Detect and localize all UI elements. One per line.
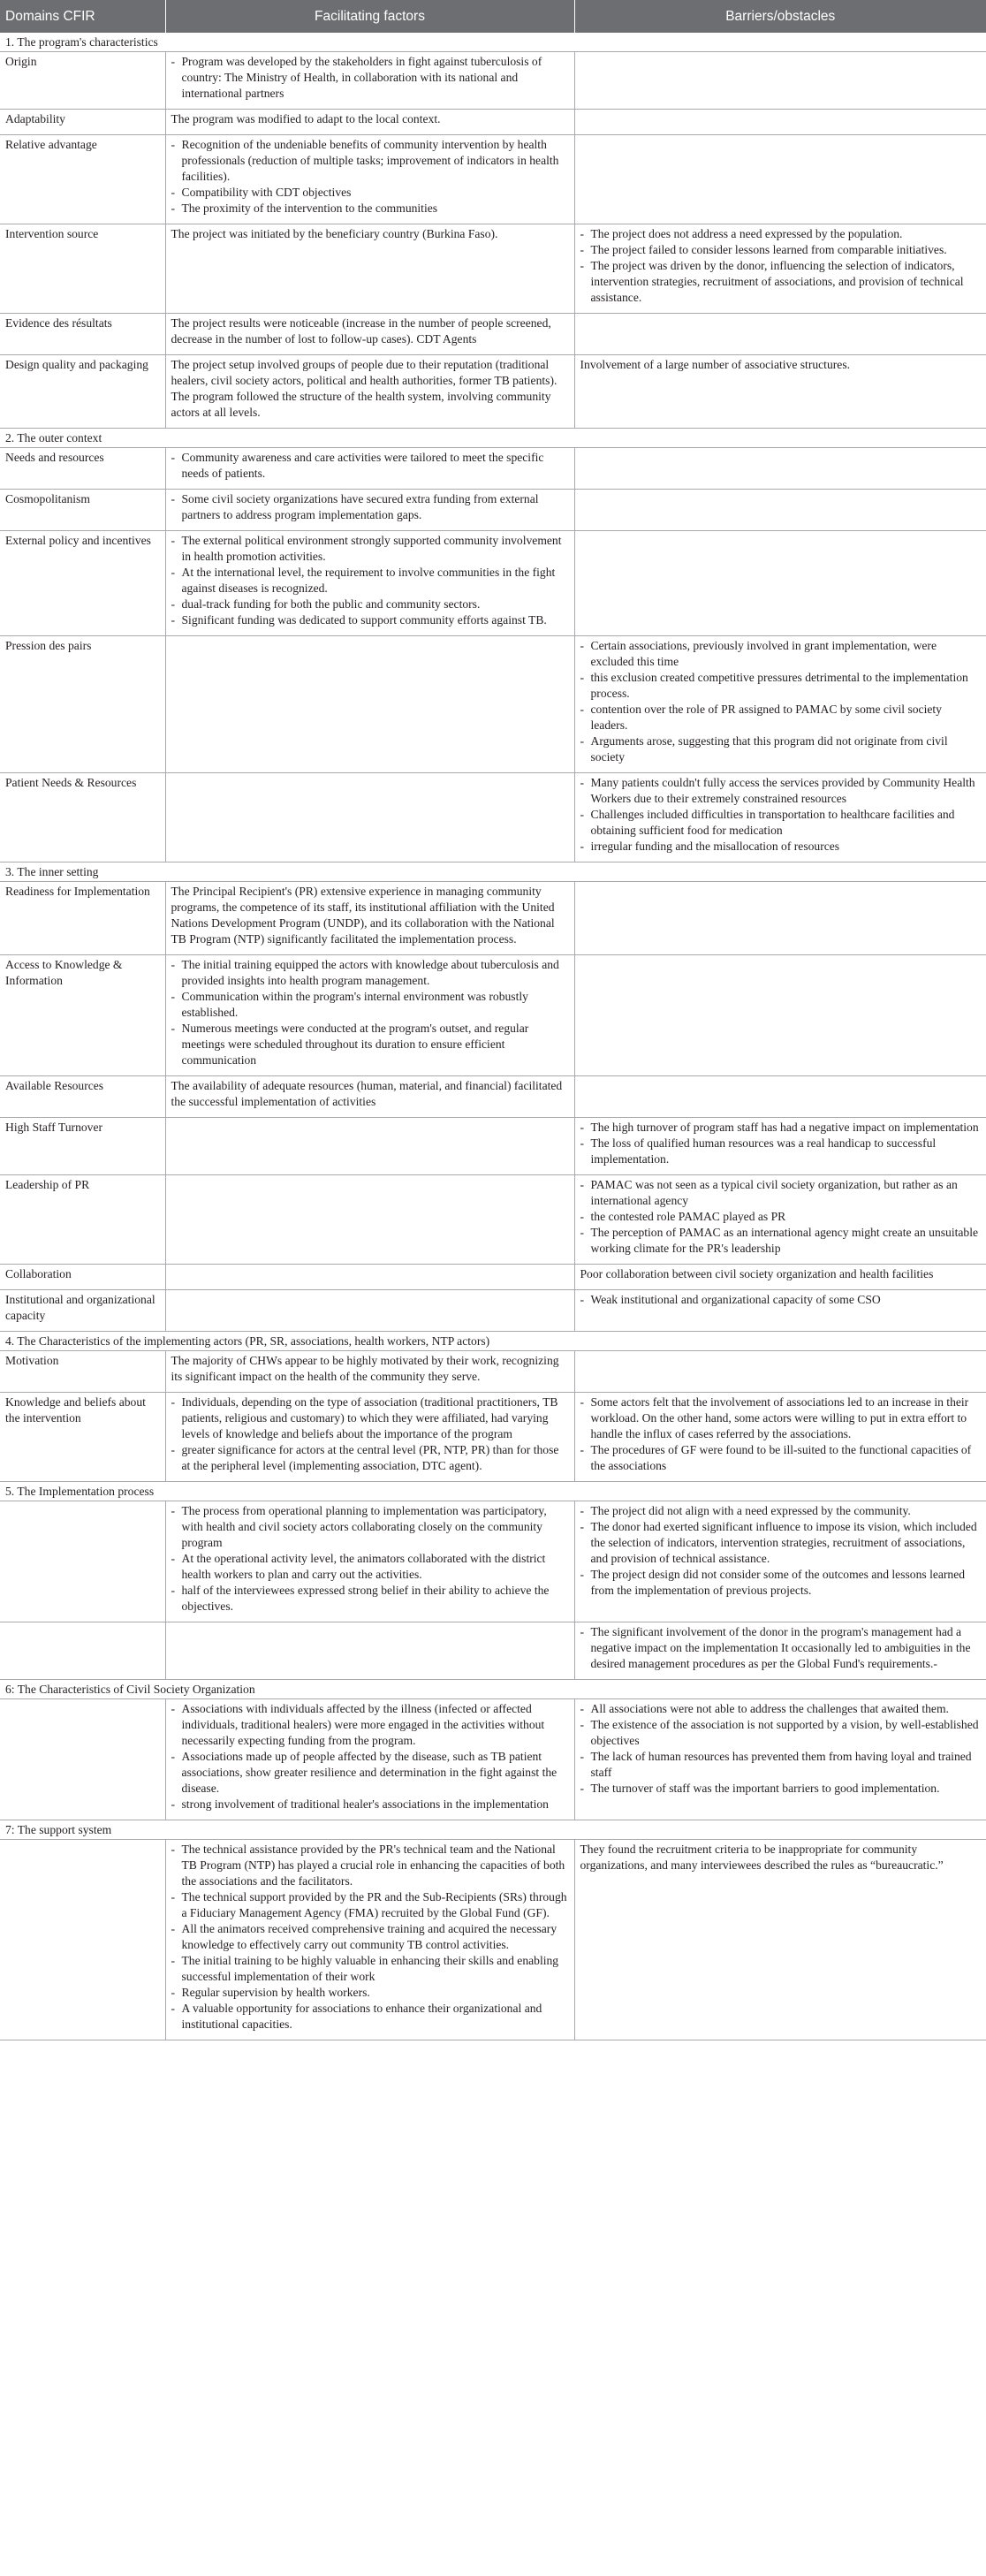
domain-cell: Institutional and organizational capacity [0,1290,165,1332]
table-row [0,1076,986,1118]
domain-cell: Adaptability [0,110,165,135]
bullet-list [580,1177,982,1257]
cell-text: The availability of adequate resources (human, material, and financial) facilitated the successful implementation of activities [171,1079,563,1108]
bullet-list [580,1292,982,1308]
bullet-item: - The high turnover of program staff has had a negative impact on implementation [580,1120,982,1136]
bullet-list [580,1624,982,1672]
bullet-item: - greater significance for actors at the central level (PR, NTP, PR) than for those at the peripheral level (implementing association, DTC agent). [171,1442,569,1474]
facilitating-cell [165,1118,574,1175]
facilitating-cell [165,531,574,636]
bullet-item: - The initial training equipped the actors with knowledge about tuberculosis and provided insights into health program management. [171,957,569,989]
bullet-item: - The procedures of GF were found to be ill-suited to the functional capacities of the associations [580,1442,982,1474]
domain-cell: Readiness for Implementation [0,882,165,955]
bullet-item: - PAMAC was not seen as a typical civil society organization, but rather as an international agency [580,1177,982,1209]
barriers-cell [574,448,986,490]
facilitating-cell [165,1076,574,1118]
bullet-list [580,1701,982,1797]
table-row [0,490,986,531]
bullet-item: - Associations made up of people affected by the disease, such as TB patient associations, show greater resilience and determination in the fight against the disease. [171,1749,569,1797]
bullet-item: - The donor had exerted significant influence to impose its vision, which included the selection of indicators, intervention strategies, recruitment of associations, and provision of technical assistance. [580,1519,982,1567]
facilitating-cell [165,1290,574,1332]
domain-cell: Available Resources [0,1076,165,1118]
domain-cell: Design quality and packaging [0,355,165,429]
barriers-cell [574,636,986,773]
bullet-item: - Weak institutional and organizational capacity of some CSO [580,1292,982,1308]
domain-cell [0,1622,165,1680]
section-row [0,862,986,882]
cell-text: Poor collaboration between civil society organization and health facilities [580,1267,934,1280]
cell-text: The project was initiated by the beneficiary country (Burkina Faso). [171,227,498,240]
table-row [0,1840,986,2040]
barriers-cell [574,1699,986,1820]
table-row [0,955,986,1076]
table-row [0,1175,986,1265]
table-row [0,448,986,490]
bullet-item: - Compatibility with CDT objectives [171,185,569,201]
barriers-cell [574,52,986,110]
table-row [0,531,986,636]
domain-cell: Leadership of PR [0,1175,165,1265]
section-row [0,1680,986,1699]
table-body [0,33,986,2040]
table-row [0,1393,986,1482]
barriers-cell [574,531,986,636]
barriers-cell [574,1265,986,1290]
domain-cell: Evidence des résultats [0,314,165,355]
facilitating-cell [165,135,574,224]
table-row [0,1290,986,1332]
domain-cell [0,1699,165,1820]
bullet-item: - the contested role PAMAC played as PR [580,1209,982,1225]
facilitating-cell [165,314,574,355]
domain-cell: Origin [0,52,165,110]
table-header [0,0,986,33]
bullet-list [580,1503,982,1599]
section-title: 4. The Characteristics of the implementing actors (PR, SR, associations, health workers, NTP actors) [0,1332,986,1351]
facilitating-cell [165,1393,574,1482]
facilitating-cell [165,448,574,490]
bullet-item: - Associations with individuals affected by the illness (infected or affected individuals, traditional healers) were more engaged in the activities without necessarily expecting funding from the program. [171,1701,569,1749]
facilitating-cell [165,636,574,773]
bullet-item: - dual-track funding for both the public and community sectors. [171,597,569,612]
domain-cell: Pression des pairs [0,636,165,773]
barriers-cell [574,355,986,429]
bullet-item: - this exclusion created competitive pressures detrimental to the implementation process. [580,670,982,702]
bullet-item: - strong involvement of traditional healer's associations in the implementation [171,1797,569,1812]
table-row [0,1265,986,1290]
table-row [0,1622,986,1680]
bullet-item: - Some actors felt that the involvement of associations led to an increase in their workload. On the other hand, some actors were willing to put in extra effort to handle the influx of cases referred by the associations. [580,1394,982,1442]
bullet-list [171,1503,569,1615]
bullet-list [171,957,569,1068]
cell-text: Involvement of a large number of associative structures. [580,358,851,371]
barriers-cell [574,1840,986,2040]
table-row [0,636,986,773]
table-row [0,52,986,110]
bullet-item: - Arguments arose, suggesting that this program did not originate from civil society [580,733,982,765]
cell-text: The program was modified to adapt to the local context. [171,112,441,125]
facilitating-cell [165,955,574,1076]
bullet-item: - The project design did not consider some of the outcomes and lessons learned from the implementation of previous projects. [580,1567,982,1599]
bullet-item: - The project did not align with a need expressed by the community. [580,1503,982,1519]
barriers-cell [574,773,986,862]
bullet-item: - A valuable opportunity for associations to enhance their organizational and institutional capacities. [171,2001,569,2033]
section-title: 6: The Characteristics of Civil Society Organization [0,1680,986,1699]
bullet-item: - At the operational activity level, the animators collaborated with the district health workers to plan and carry out the activities. [171,1551,569,1583]
header-barriers: Barriers/obstacles [574,0,986,33]
barriers-cell [574,955,986,1076]
bullet-list [580,1394,982,1474]
bullet-item: - Program was developed by the stakeholders in fight against tuberculosis of country: The Ministry of Health, in collaboration with its national and international partners [171,54,569,102]
table-row [0,882,986,955]
barriers-cell [574,110,986,135]
bullet-list [580,775,982,855]
domain-cell: High Staff Turnover [0,1118,165,1175]
bullet-item: - Some civil society organizations have secured extra funding from external partners to address program implementation gaps. [171,491,569,523]
facilitating-cell [165,52,574,110]
facilitating-cell [165,355,574,429]
bullet-item: - Significant funding was dedicated to support community efforts against TB. [171,612,569,628]
barriers-cell [574,224,986,314]
bullet-item: - The external political environment strongly supported community involvement in health promotion activities. [171,533,569,565]
section-row [0,1482,986,1501]
domain-cell: Patient Needs & Resources [0,773,165,862]
bullet-list [171,1701,569,1812]
barriers-cell [574,882,986,955]
bullet-item: - Individuals, depending on the type of association (traditional practitioners, TB patients, religious and customary) to which they were affiliated, had varying levels of knowledge and beliefs about the importance of the program [171,1394,569,1442]
bullet-item: - The proximity of the intervention to the communities [171,201,569,217]
bullet-item: - Community awareness and care activities were tailored to meet the specific needs of patients. [171,450,569,482]
bullet-item: - half of the interviewees expressed strong belief in their ability to achieve the objectives. [171,1583,569,1615]
bullet-item: - The significant involvement of the donor in the program's management had a negative impact on the implementation It occasionally led to ambiguities in the desired management procedures as per the Global Fund's requirements.- [580,1624,982,1672]
domain-cell [0,1501,165,1622]
barriers-cell [574,1351,986,1393]
domain-cell: Relative advantage [0,135,165,224]
bullet-item: - Regular supervision by health workers. [171,1985,569,2001]
facilitating-cell [165,1699,574,1820]
facilitating-cell [165,1175,574,1265]
facilitating-cell [165,773,574,862]
bullet-item: - Certain associations, previously involved in grant implementation, were excluded this time [580,638,982,670]
barriers-cell [574,1076,986,1118]
table-row [0,1351,986,1393]
bullet-item: - The project was driven by the donor, influencing the selection of indicators, intervention strategies, recruitment of associations, and provision of technical assistance. [580,258,982,306]
section-title: 2. The outer context [0,429,986,448]
bullet-item: - The initial training to be highly valuable in enhancing their skills and enabling successful implementation of their work [171,1953,569,1985]
table-row [0,355,986,429]
barriers-cell [574,1290,986,1332]
bullet-item: - The technical support provided by the PR and the Sub-Recipients (SRs) through a Fiduciary Management Agency (FMA) recruited by the Global Fund (GF). [171,1889,569,1921]
cell-text: The project setup involved groups of people due to their reputation (traditional healers, civil society actors, political and health authorities, former TB patients). The program followed the structure of the health system, involving community actors at all levels. [171,358,557,419]
bullet-list [171,54,569,102]
barriers-cell [574,1501,986,1622]
facilitating-cell [165,1622,574,1680]
domain-cell: External policy and incentives [0,531,165,636]
facilitating-cell [165,110,574,135]
bullet-item: - The loss of qualified human resources was a real handicap to successful implementation. [580,1136,982,1167]
section-row [0,429,986,448]
bullet-item: - The project failed to consider lessons learned from comparable initiatives. [580,242,982,258]
table-row [0,1501,986,1622]
bullet-item: - Challenges included difficulties in transportation to healthcare facilities and obtaining sufficient food for medication [580,807,982,839]
bullet-item: - Recognition of the undeniable benefits of community intervention by health professionals (reduction of multiple tasks; improvement of indicators in health facilities). [171,137,569,185]
domain-cell: Intervention source [0,224,165,314]
facilitating-cell [165,1351,574,1393]
section-row [0,1332,986,1351]
bullet-list [171,1842,569,2033]
bullet-item: - irregular funding and the misallocation of resources [580,839,982,855]
bullet-item: - Communication within the program's internal environment was robustly established. [171,989,569,1021]
facilitating-cell [165,1265,574,1290]
bullet-item: - The lack of human resources has prevented them from having loyal and trained staff [580,1749,982,1781]
bullet-item: - Numerous meetings were conducted at the program's outset, and regular meetings were scheduled throughout its duration to ensure efficient communication [171,1021,569,1068]
table-row [0,1699,986,1820]
domain-cell [0,1840,165,2040]
domain-cell: Collaboration [0,1265,165,1290]
section-title: 5. The Implementation process [0,1482,986,1501]
section-title: 3. The inner setting [0,862,986,882]
header-facilitating: Facilitating factors [165,0,574,33]
barriers-cell [574,1393,986,1482]
bullet-item: - At the international level, the requirement to involve communities in the fight against diseases is recognized. [171,565,569,597]
barriers-cell [574,1175,986,1265]
facilitating-cell [165,1840,574,2040]
bullet-item: - The process from operational planning to implementation was participatory, with health and civil society actors collaborating closely on the community program [171,1503,569,1551]
bullet-list [580,1120,982,1167]
header-domains: Domains CFIR [0,0,165,33]
bullet-list [171,450,569,482]
bullet-list [171,533,569,628]
bullet-item: - The perception of PAMAC as an international agency might create an unsuitable working climate for the PR's leadership [580,1225,982,1257]
table-row [0,135,986,224]
table-row [0,1118,986,1175]
bullet-item: - contention over the role of PR assigned to PAMAC by some civil society leaders. [580,702,982,733]
domain-cell: Motivation [0,1351,165,1393]
facilitating-cell [165,882,574,955]
cell-text: The majority of CHWs appear to be highly motivated by their work, recognizing its significant impact on the health of the community they serve. [171,1354,559,1383]
barriers-cell [574,135,986,224]
cell-text: They found the recruitment criteria to be inappropriate for community organizations, and many interviewees described the rules as “bureaucratic.” [580,1843,944,1872]
bullet-item: - All the animators received comprehensive training and acquired the necessary knowledge to effectively carry out community TB control activities. [171,1921,569,1953]
domain-cell: Needs and resources [0,448,165,490]
bullet-item: - The technical assistance provided by the PR's technical team and the National TB Program (NTP) has played a crucial role in enhancing the capacities of both the associations and the facilitators. [171,1842,569,1889]
section-row [0,33,986,52]
facilitating-cell [165,1501,574,1622]
facilitating-cell [165,490,574,531]
section-title: 7: The support system [0,1820,986,1840]
cell-text: The project results were noticeable (increase in the number of people screened, decrease in the number of lost to follow-up cases). CDT Agents [171,316,551,346]
table-row [0,110,986,135]
section-title: 1. The program's characteristics [0,33,986,52]
domain-cell: Cosmopolitanism [0,490,165,531]
bullet-list [171,491,569,523]
bullet-item: - Many patients couldn't fully access the services provided by Community Health Workers due to their extremely constrained resources [580,775,982,807]
cell-text: The Principal Recipient's (PR) extensive experience in managing community programs, the competence of its staff, its institutional affiliation with the United Nations Development Program (UNDP), and its collaboration with the National TB Program (NTP) significantly facilitated the implementation process. [171,885,555,946]
table-row [0,773,986,862]
barriers-cell [574,490,986,531]
bullet-item: - All associations were not able to address the challenges that awaited them. [580,1701,982,1717]
domain-cell: Knowledge and beliefs about the intervention [0,1393,165,1482]
facilitating-cell [165,224,574,314]
table-row [0,224,986,314]
barriers-cell [574,1118,986,1175]
barriers-cell [574,1622,986,1680]
table-row [0,314,986,355]
bullet-list [171,1394,569,1474]
bullet-item: - The existence of the association is not supported by a vision, by well-established objectives [580,1717,982,1749]
bullet-item: - The turnover of staff was the important barriers to good implementation. [580,1781,982,1797]
domain-cell: Access to Knowledge & Information [0,955,165,1076]
bullet-list [580,226,982,306]
bullet-list [171,137,569,217]
section-row [0,1820,986,1840]
bullet-item: - The project does not address a need expressed by the population. [580,226,982,242]
barriers-cell [574,314,986,355]
bullet-list [580,638,982,765]
